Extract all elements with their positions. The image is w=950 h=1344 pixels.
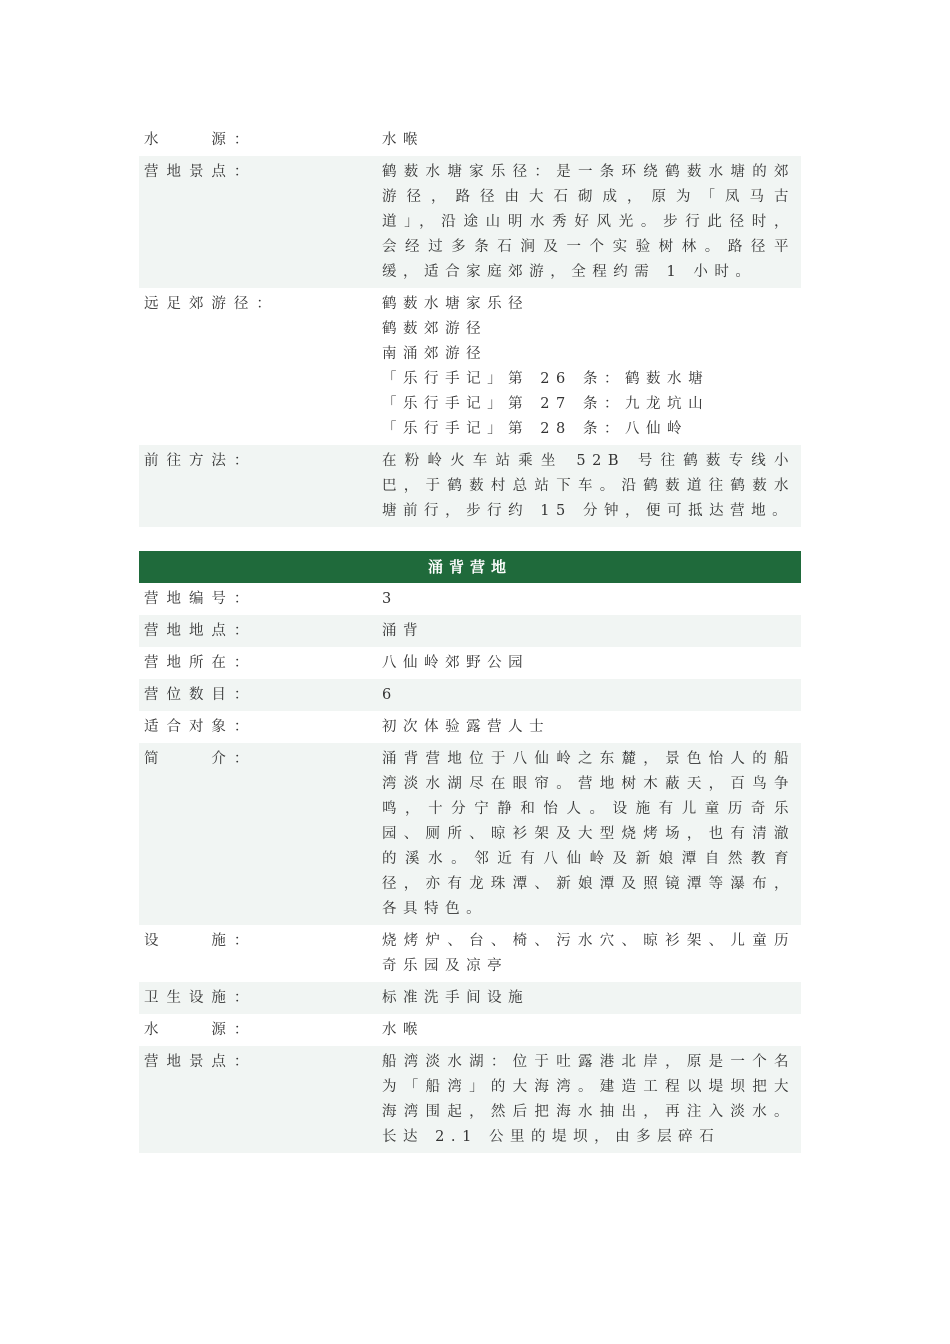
- row-value: 6: [382, 687, 398, 703]
- section-title-banner: 涌背营地: [139, 551, 801, 583]
- row-label: 卫生设施：: [144, 990, 257, 1006]
- info-row-water: [139, 124, 801, 156]
- row-value: 初次体验露营人士: [382, 719, 551, 735]
- row-value: 涌背营地位于八仙岭之东麓，景色怡人的船湾淡水湖尽在眼帘。营地树木蔽天，百鸟争鸣，十分宁静和怡人。设施有儿童历奇乐园、厕所、晾衫架及大型烧烤场，也有清澈的溪水。邻近有八仙岭及新娘潭自然教育径，亦有龙珠潭、新娘潭及照镜潭等瀑布，各具特色。: [382, 751, 795, 917]
- row-label: 营位数目：: [144, 687, 257, 703]
- document-page: [139, 124, 801, 1153]
- info-row-camp-number: [139, 583, 801, 615]
- info-row-introduction: [139, 743, 801, 925]
- trail-item: 鹤薮郊游径: [382, 321, 488, 337]
- row-label: 简 介：: [144, 751, 257, 767]
- row-value: 水喉: [382, 1022, 425, 1038]
- info-row-pitches: [139, 679, 801, 711]
- info-row-audience: [139, 711, 801, 743]
- info-row-trails: [139, 288, 801, 445]
- row-label: 水 源：: [144, 1022, 257, 1038]
- row-value: 船湾淡水湖：位于吐露港北岸，原是一个名为「船湾」的大海湾。建造工程以堤坝把大海湾围起，然后把海水抽出，再注入淡水。长达 2.1 公里的堤坝，由多层碎石: [382, 1054, 795, 1145]
- trail-item: 「乐行手记」第 27 条：九龙坑山: [382, 396, 710, 412]
- row-label: 营地地点：: [144, 623, 257, 639]
- info-row-directions: [139, 445, 801, 527]
- trail-item: 鹤薮水塘家乐径: [382, 296, 530, 312]
- row-label: 前往方法：: [144, 453, 257, 469]
- row-label: 适合对象：: [144, 719, 257, 735]
- row-value: 烧烤炉、台、椅、污水穴、晾衫架、儿童历奇乐园及凉亭: [382, 933, 795, 974]
- row-value: 标准洗手间设施: [382, 990, 530, 1006]
- row-label: 设 施：: [144, 933, 257, 949]
- trail-list: [382, 288, 801, 445]
- row-value: 在粉岭火车站乘坐 52B 号往鹤薮专线小巴，于鹤薮村总站下车。沿鹤薮道往鹤薮水塘前行，步行约 15 分钟，便可抵达营地。: [382, 453, 795, 519]
- row-label: 营地景点：: [144, 164, 257, 180]
- info-row-attractions-2: [139, 1046, 801, 1153]
- row-label: 营地景点：: [144, 1054, 257, 1070]
- trail-item: 南涌郊游径: [382, 346, 488, 362]
- row-label: 远足郊游径：: [144, 296, 279, 312]
- row-label: 水 源：: [144, 132, 257, 148]
- trail-item: 「乐行手记」第 26 条：鹤薮水塘: [382, 371, 710, 387]
- row-value: 3: [382, 591, 398, 607]
- info-row-sanitation: [139, 982, 801, 1014]
- info-row-water-2: [139, 1014, 801, 1046]
- info-row-attractions: [139, 156, 801, 288]
- row-value: 八仙岭郊野公园: [382, 655, 530, 671]
- info-row-location: [139, 615, 801, 647]
- trail-item: 「乐行手记」第 28 条：八仙岭: [382, 421, 689, 437]
- info-row-facilities: [139, 925, 801, 982]
- info-row-park: [139, 647, 801, 679]
- row-value: 水喉: [382, 132, 425, 148]
- row-value: 鹤薮水塘家乐径：是一条环绕鹤薮水塘的郊游径，路径由大石砌成，原为「凤马古道」，沿途山明水秀好风光。步行此径时，会经过多条石涧及一个实验树林。路径平缓，适合家庭郊游，全程约需 1 小时。: [382, 164, 795, 280]
- row-value: 涌背: [382, 623, 425, 639]
- row-label: 营地所在：: [144, 655, 257, 671]
- row-label: 营地编号：: [144, 591, 257, 607]
